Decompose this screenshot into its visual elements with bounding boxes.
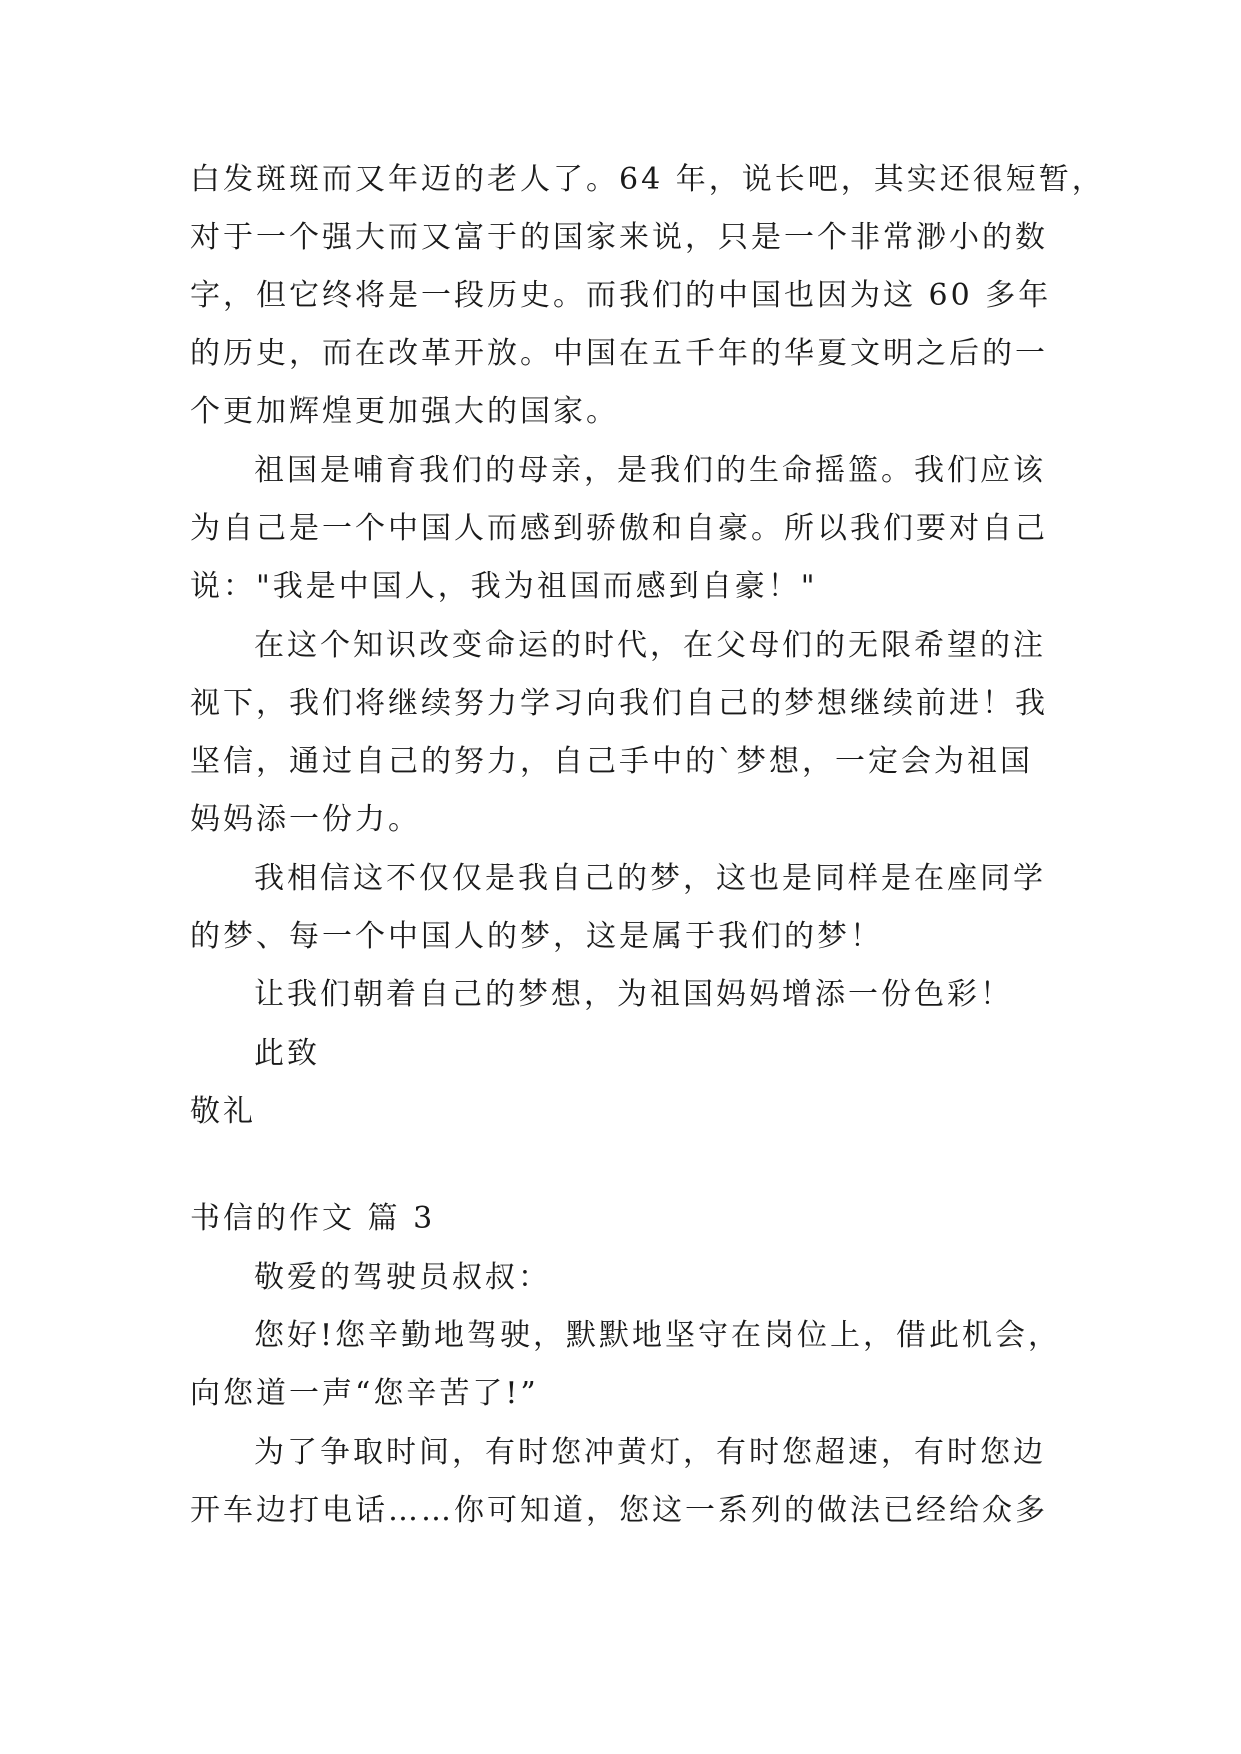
text-line: 视下，我们将继续努力学习向我们自己的梦想继续前进！我 [190, 686, 1048, 721]
text-line: 说："我是中国人，我为祖国而感到自豪！" [190, 569, 818, 604]
text-line: 坚信，通过自己的努力，自己手中的`梦想，一定会为祖国 [190, 744, 1033, 779]
text-line: 开车边打电话……你可知道，您这一系列的做法已经给众多 [190, 1493, 1048, 1528]
paragraph-start-line: 祖国是哺育我们的母亲，是我们的生命摇篮。我们应该 [254, 453, 1046, 488]
section-heading: 书信的作文 篇 3 [190, 1201, 436, 1236]
text-line: 对于一个强大而又富于的国家来说，只是一个非常渺小的数 [190, 220, 1048, 255]
text-line: 妈妈添一份力。 [190, 802, 421, 837]
text-line: 白发斑斑而又年迈的老人了。64 年，说长吧，其实还很短暂， [190, 162, 1105, 197]
text-line: 的梦、每一个中国人的梦，这是属于我们的梦！ [190, 919, 883, 954]
text-line: 的历史，而在改革开放。中国在五千年的华夏文明之后的一 [190, 336, 1048, 371]
text-line: 个更加辉煌更加强大的国家。 [190, 394, 619, 429]
paragraph-start-line: 您好!您辛勤地驾驶，默默地坚守在岗位上，借此机会， [254, 1318, 1062, 1353]
paragraph-start-line: 为了争取时间，有时您冲黄灯，有时您超速，有时您边 [254, 1435, 1046, 1470]
text-line: 为自己是一个中国人而感到骄傲和自豪。所以我们要对自己 [190, 511, 1048, 546]
closing-salutation: 此致 [254, 1036, 320, 1071]
paragraph-start-line: 我相信这不仅仅是我自己的梦，这也是同样是在座同学 [254, 861, 1046, 896]
letter-greeting: 敬爱的驾驶员叔叔： [254, 1260, 551, 1295]
text-line: 字，但它终将是一段历史。而我们的中国也因为这 60 多年 [190, 278, 1052, 313]
paragraph-start-line: 让我们朝着自己的梦想，为祖国妈妈增添一份色彩！ [254, 977, 1013, 1012]
paragraph-start-line: 在这个知识改变命运的时代，在父母们的无限希望的注 [254, 628, 1046, 663]
closing-regards: 敬礼 [190, 1094, 256, 1129]
text-line: 向您道一声“您辛苦了!” [190, 1376, 539, 1411]
